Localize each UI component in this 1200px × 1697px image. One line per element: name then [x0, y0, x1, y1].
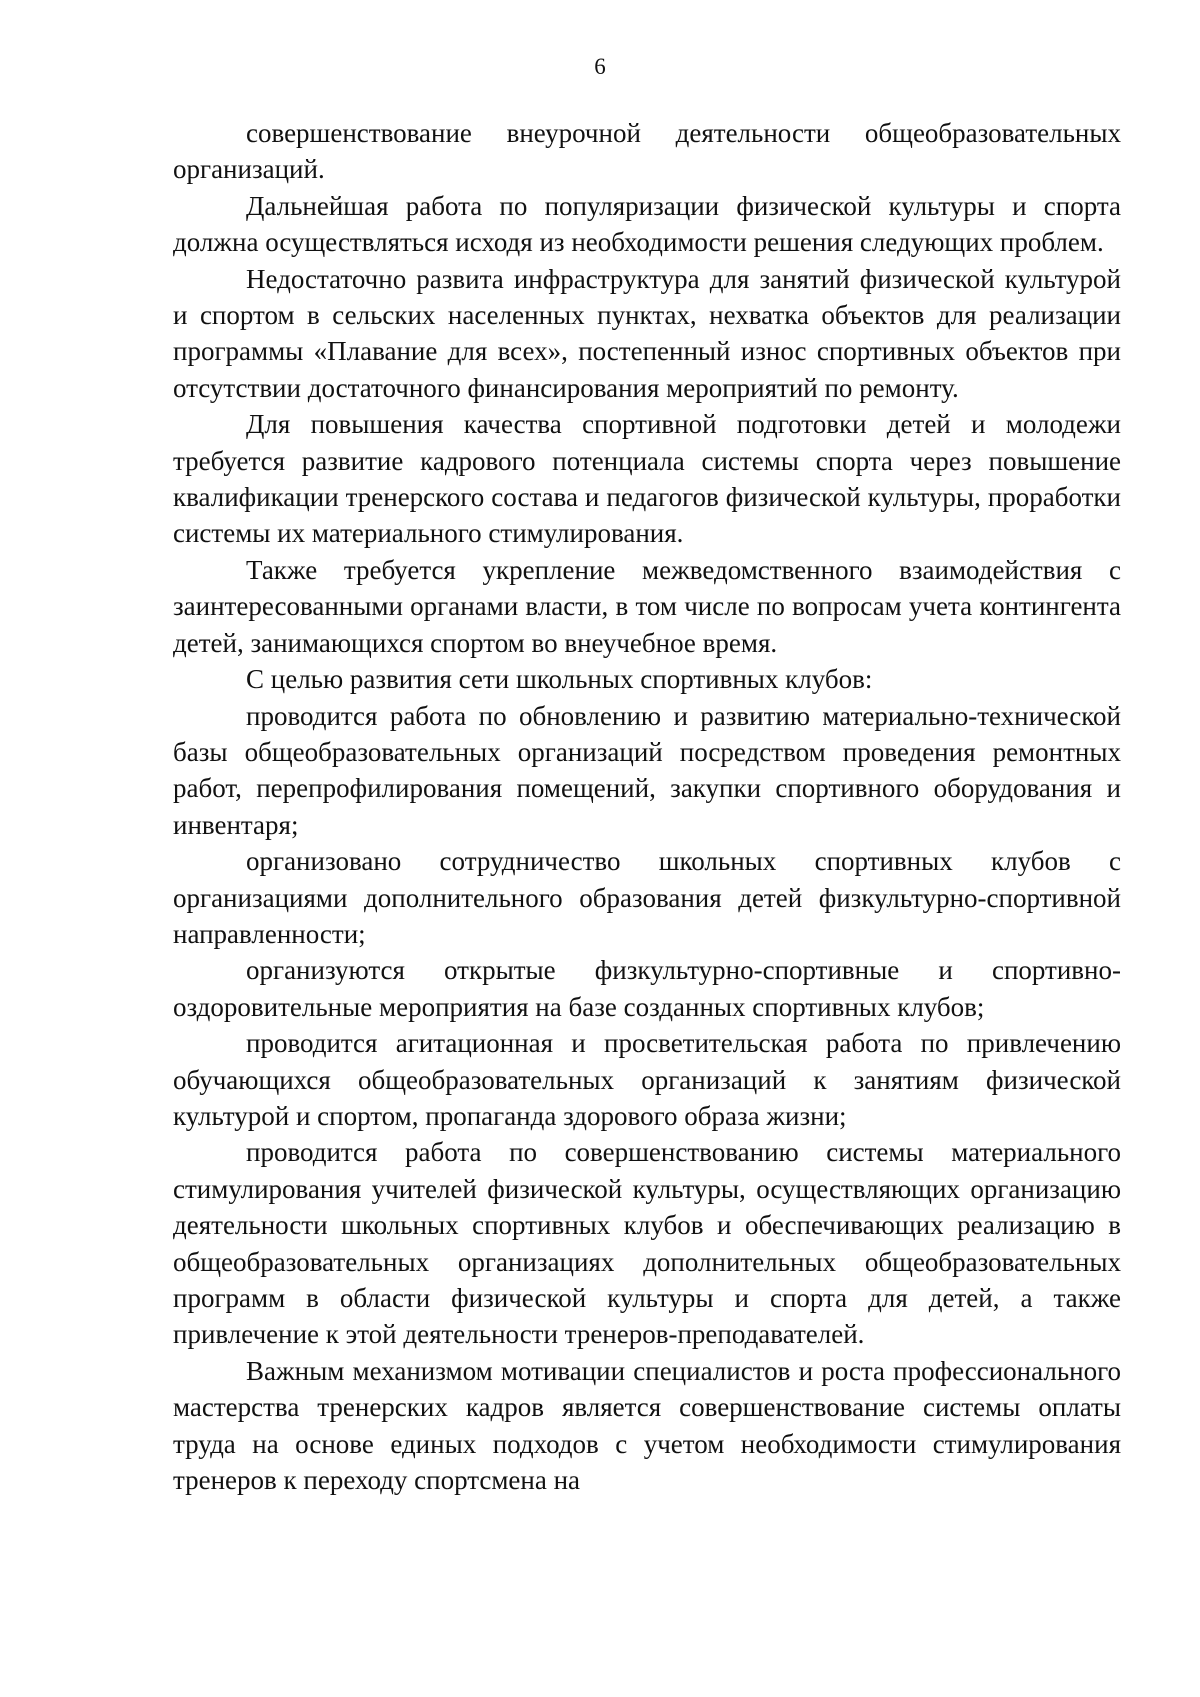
paragraph: Дальнейшая работа по популяризации физической культуры и спорта должна осуществляться исходя из необходимости решения следующих проблем. — [173, 190, 1121, 258]
paragraph: Важным механизмом мотивации специалистов и роста профессионального мастерства тренерских кадров является совершенствование системы оплаты труда на основе единых подходов с учетом необходимости стимулирования тренеров к переходу спортсмена на — [173, 1355, 1121, 1496]
paragraph: С целью развития сети школьных спортивных клубов: — [246, 664, 873, 695]
list-item-paragraph: проводится агитационная и просветительская работа по привлечению обучающихся общеобразовательных организаций к занятиям физической культурой и спортом, пропаганда здорового образа жизни; — [173, 1028, 1121, 1131]
list-item-paragraph: проводится работа по обновлению и развитию материально-технической базы общеобразовательных организаций посредством проведения ремонтных работ, перепрофилирования помещений, закупки спортивного оборудования и инвентаря; — [173, 700, 1121, 840]
paragraph: Также требуется укрепление межведомственного взаимодействия с заинтересованными органами власти, в том числе по вопросам учета контингента детей, занимающихся спортом во внеучебное время. — [173, 554, 1121, 658]
paragraph-continuation: совершенствование внеурочной деятельности общеобразовательных организаций. — [173, 118, 1121, 185]
list-item-paragraph: организуются открытые физкультурно-спортивные и спортивно-оздоровительные мероприятия на базе созданных спортивных клубов; — [173, 955, 1121, 1022]
list-item-paragraph: организовано сотрудничество школьных спортивных клубов с организациями дополнительного образования детей физкультурно-спортивной направленности; — [173, 846, 1121, 949]
paragraph: Для повышения качества спортивной подготовки детей и молодежи требуется развитие кадрового потенциала системы спорта через повышение квалификации тренерского состава и педагогов физической культуры, проработки системы их материального стимулирования. — [173, 409, 1121, 549]
page-number: 6 — [594, 54, 606, 79]
paragraph: Недостаточно развита инфраструктура для занятий физической культурой и спортом в сельских населенных пунктах, нехватка объектов для реализации программы «Плавание для всех», постепенный износ спортивных объектов при отсутствии достаточного финансирования мероприятий по ремонту. — [173, 263, 1121, 403]
document-body — [173, 115, 1121, 1498]
list-item-paragraph: проводится работа по совершенствованию системы материального стимулирования учителей физической культуры, осуществляющих организацию деятельности школьных спортивных клубов и обеспечивающих реализацию в общеобразовательных организациях дополнительных общеобразовательных программ в области физической культуры и спорта для детей, а также привлечение к этой деятельности тренеров-преподавателей. — [173, 1137, 1121, 1350]
